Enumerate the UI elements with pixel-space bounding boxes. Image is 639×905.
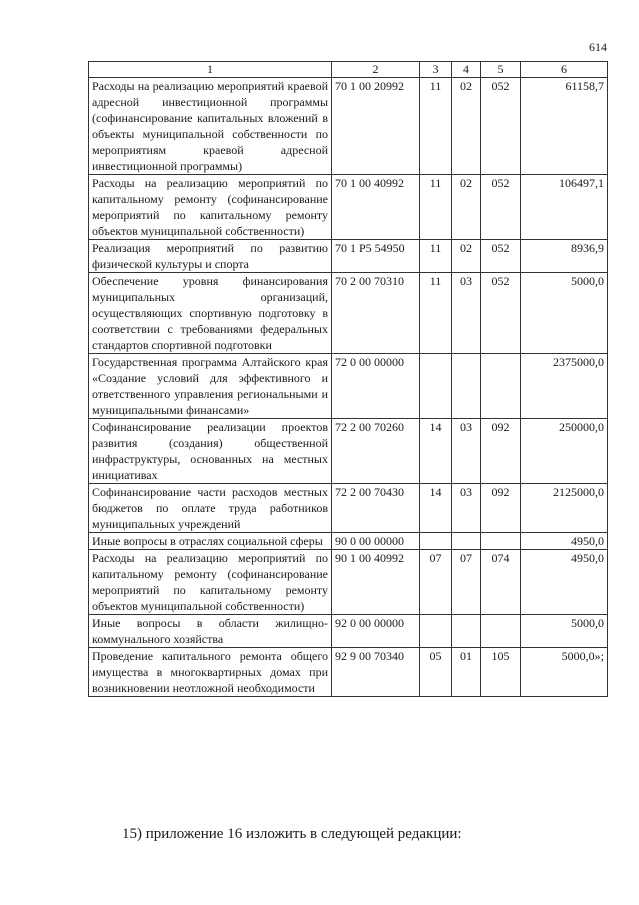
row-code: 72 2 00 70430 [332,484,420,533]
row-col3: 11 [420,240,452,273]
row-name: Проведение капитального ремонта общего имущества в многоквартирных домах при возникновении неотложной необходимости [89,648,332,697]
table-row [89,648,608,697]
table-row [89,533,608,550]
row-col4 [452,615,481,648]
row-col3: 07 [420,550,452,615]
row-amount: 4950,0 [521,550,608,615]
row-name: Расходы на реализацию мероприятий краевой адресной инвестиционной программы (софинансирование капитальных вложений в объекты муниципальной собственности по мероприятиям краевой адресной инвестиционной программы) [89,78,332,175]
row-code: 92 9 00 70340 [332,648,420,697]
col-header-2: 2 [332,62,420,78]
row-amount: 4950,0 [521,533,608,550]
row-col4: 03 [452,419,481,484]
row-col3: 11 [420,175,452,240]
row-amount: 250000,0 [521,419,608,484]
row-col5: 074 [481,550,521,615]
row-col4: 02 [452,175,481,240]
row-code: 90 1 00 40992 [332,550,420,615]
col-header-3: 3 [420,62,452,78]
row-col3: 14 [420,419,452,484]
row-code: 72 2 00 70260 [332,419,420,484]
row-col5 [481,533,521,550]
row-amount: 5000,0 [521,615,608,648]
row-name: Государственная программа Алтайского края «Создание условий для эффективного и ответственного управления региональными и муниципальными финансами» [89,354,332,419]
row-col5 [481,615,521,648]
row-name: Софинансирование реализации проектов развития (создания) общественной инфраструктуры, основанных на местных инициативах [89,419,332,484]
row-col3: 11 [420,78,452,175]
row-amount: 8936,9 [521,240,608,273]
row-name: Софинансирование части расходов местных бюджетов по оплате труда работников муниципальных учреждений [89,484,332,533]
col-header-1: 1 [89,62,332,78]
table-row [89,78,608,175]
table-row [89,240,608,273]
col-header-6: 6 [521,62,608,78]
row-col3: 05 [420,648,452,697]
table-header-row [89,62,608,78]
table-row [89,615,608,648]
table-row [89,273,608,354]
row-name: Иные вопросы в области жилищно-коммунального хозяйства [89,615,332,648]
row-amount: 5000,0»; [521,648,608,697]
table-row [89,175,608,240]
row-col5: 105 [481,648,521,697]
row-amount: 2375000,0 [521,354,608,419]
row-name: Иные вопросы в отраслях социальной сферы [89,533,332,550]
row-col4: 01 [452,648,481,697]
table-row [89,419,608,484]
table-row [89,550,608,615]
row-col5: 052 [481,175,521,240]
row-col4: 02 [452,78,481,175]
row-col4: 03 [452,273,481,354]
amendment-instruction: 15) приложение 16 изложить в следующей редакции: [122,826,462,842]
row-amount: 61158,7 [521,78,608,175]
row-col4 [452,354,481,419]
row-col4: 07 [452,550,481,615]
col-header-4: 4 [452,62,481,78]
row-code: 70 2 00 70310 [332,273,420,354]
row-code: 70 1 Р5 54950 [332,240,420,273]
table-row [89,484,608,533]
table-row [89,354,608,419]
row-col5: 052 [481,273,521,354]
row-col3 [420,533,452,550]
row-name: Обеспечение уровня финансирования муниципальных организаций, осуществляющих спортивную подготовку в соответствии с требованиями федеральных стандартов спортивной подготовки [89,273,332,354]
row-code: 90 0 00 00000 [332,533,420,550]
row-code: 70 1 00 40992 [332,175,420,240]
row-code: 70 1 00 20992 [332,78,420,175]
row-col3 [420,615,452,648]
budget-table [88,61,608,697]
row-col5: 092 [481,484,521,533]
row-col4: 02 [452,240,481,273]
row-col4 [452,533,481,550]
row-col3: 14 [420,484,452,533]
row-col3 [420,354,452,419]
row-code: 92 0 00 00000 [332,615,420,648]
row-amount: 5000,0 [521,273,608,354]
col-header-5: 5 [481,62,521,78]
row-name: Расходы на реализацию мероприятий по капитальному ремонту (софинансирование мероприятий по капитальному ремонту объектов муниципальной собственности) [89,550,332,615]
row-name: Реализация мероприятий по развитию физической культуры и спорта [89,240,332,273]
row-col5: 052 [481,78,521,175]
row-code: 72 0 00 00000 [332,354,420,419]
row-col4: 03 [452,484,481,533]
page-number: 614 [589,40,607,54]
row-amount: 106497,1 [521,175,608,240]
row-col3: 11 [420,273,452,354]
row-name: Расходы на реализацию мероприятий по капитальному ремонту (софинансирование мероприятий по капитальному ремонту объектов муниципальной собственности) [89,175,332,240]
row-col5 [481,354,521,419]
row-amount: 2125000,0 [521,484,608,533]
row-col5: 092 [481,419,521,484]
row-col5: 052 [481,240,521,273]
